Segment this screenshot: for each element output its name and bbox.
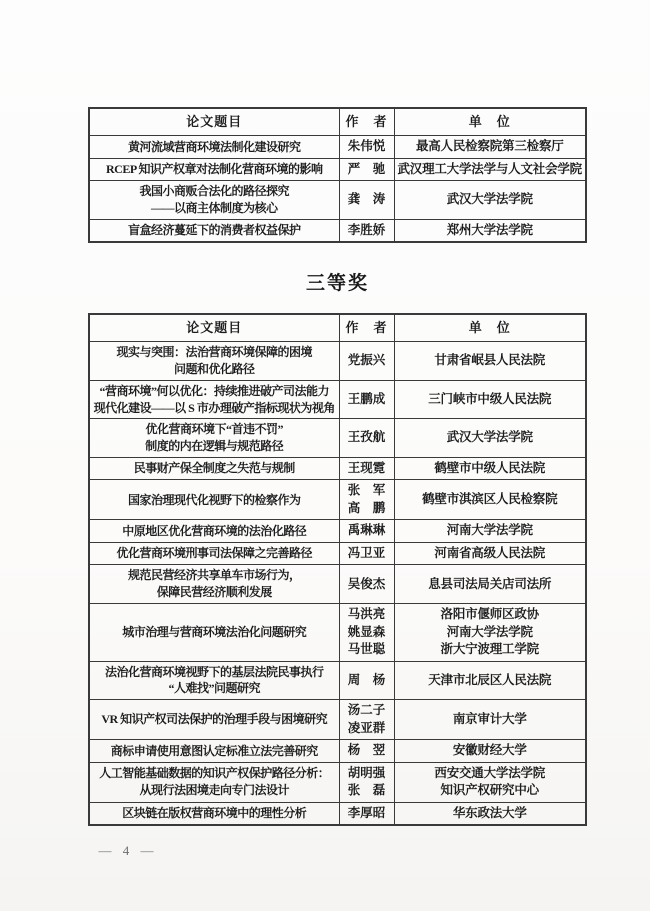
authors-line: 王现霓 <box>347 460 386 475</box>
author-cell <box>339 520 394 543</box>
table-row <box>89 136 586 159</box>
title-line: 我国小商贩合法化的路径探究 <box>139 184 289 199</box>
unit-cell <box>394 520 586 543</box>
unit-line: 武汉理工大学法学与人文社会学院 <box>397 161 582 176</box>
unit-line: 河南大学法学院 <box>446 624 533 639</box>
table-row <box>89 158 586 181</box>
paper-title-cell <box>89 419 339 458</box>
upper-table-body <box>89 136 586 243</box>
authors-line: 张 磊 <box>347 783 386 798</box>
authors-line: 吴俊杰 <box>347 576 386 591</box>
unit-cell <box>394 740 586 763</box>
authors-line: 冯卫亚 <box>347 545 386 560</box>
unit-cell <box>394 136 586 159</box>
title-line: 保障民营经济顺利发展 <box>156 585 272 600</box>
table-row <box>89 542 586 565</box>
title-line: 商标申请使用意图认定标准立法完善研究 <box>110 743 318 758</box>
title-line: 法治化营商环境视野下的基层法院民事执行 <box>104 664 324 679</box>
column-header-paper-title: 论文题目 <box>89 108 339 136</box>
paper-title-cell <box>89 520 339 543</box>
table-row <box>89 342 586 381</box>
unit-line: 洛阳市偃师区政协 <box>440 607 539 622</box>
title-line: 民事财产保全制度之失范与规制 <box>133 461 295 476</box>
paper-title-cell <box>89 136 339 159</box>
unit-line: 三门峡市中级人民法院 <box>428 391 552 406</box>
authors-line: 马世聪 <box>347 642 386 657</box>
table-row <box>89 762 586 802</box>
title-line: 规范民营经济共享单车市场行为， <box>127 568 301 583</box>
unit-line: 天津市北辰区人民法院 <box>428 672 552 687</box>
unit-line: 武汉大学法学院 <box>446 430 533 445</box>
unit-line: 鹤壁市中级人民法院 <box>434 460 546 475</box>
author-cell <box>339 802 394 825</box>
paper-title-cell <box>89 219 339 242</box>
table-row <box>89 740 586 763</box>
title-line: 国家治理现代化视野下的检察作为 <box>127 492 301 507</box>
unit-line: 西安交通大学法学院 <box>434 765 546 780</box>
authors-line: 党振兴 <box>347 353 386 368</box>
title-line: 城市治理与营商环境法治化问题研究 <box>122 624 307 639</box>
column-header-unit: 单 位 <box>394 314 586 342</box>
title-line: RCEP 知识产权章对法制化营商环境的影响 <box>105 162 323 177</box>
authors-line: 周 杨 <box>347 672 386 687</box>
unit-cell <box>394 419 586 458</box>
unit-line: 息县司法局关店司法所 <box>428 576 552 591</box>
unit-line: 华东政法大学 <box>452 805 527 820</box>
paper-title-cell <box>89 480 339 520</box>
table-row <box>89 565 586 604</box>
column-header-paper-title: 论文题目 <box>89 314 339 342</box>
paper-title-cell <box>89 604 339 662</box>
paper-title-cell <box>89 565 339 604</box>
title-line: 优化营商环境下“首违不罚” <box>145 422 283 437</box>
authors-line: 龚 涛 <box>347 192 386 207</box>
title-line: 现实与突围：法治营商环境保障的困境 <box>116 345 312 360</box>
author-cell <box>339 700 394 740</box>
authors-line: 严 驰 <box>347 161 386 176</box>
table-row <box>89 380 586 419</box>
table-row <box>89 457 586 480</box>
author-cell <box>339 542 394 565</box>
authors-line: 胡明强 <box>347 765 386 780</box>
unit-cell <box>394 542 586 565</box>
unit-line: 最高人民检察院第三检察厅 <box>415 139 564 154</box>
unit-cell <box>394 480 586 520</box>
authors-line: 李厚昭 <box>347 805 386 820</box>
third-prize-table-body <box>89 342 586 825</box>
author-cell <box>339 604 394 662</box>
paper-title-cell <box>89 342 339 381</box>
title-line: 优化营商环境刑事司法保障之完善路径 <box>116 546 312 561</box>
unit-line: 浙大宁波理工学院 <box>440 642 539 657</box>
paper-title-cell <box>89 158 339 181</box>
unit-line: 郑州大学法学院 <box>446 222 533 237</box>
column-header-author: 作 者 <box>339 108 394 136</box>
table-header-row <box>89 314 586 342</box>
author-cell <box>339 219 394 242</box>
unit-line: 河南省高级人民法院 <box>434 545 546 560</box>
table-row <box>89 419 586 458</box>
title-line: VR 知识产权司法保护的治理手段与困境研究 <box>101 712 328 727</box>
title-line: “营商环境”何以优化：持续推进破产司法能力 <box>99 383 329 398</box>
authors-line: 朱伟悦 <box>347 139 386 154</box>
table-header-row <box>89 108 586 136</box>
authors-line: 马洪亮 <box>347 607 386 622</box>
paper-title-cell <box>89 740 339 763</box>
unit-cell <box>394 565 586 604</box>
paper-title-cell <box>89 542 339 565</box>
title-line: ——以商主体制度为核心 <box>150 200 278 215</box>
table-row <box>89 661 586 700</box>
unit-cell <box>394 380 586 419</box>
unit-cell <box>394 457 586 480</box>
unit-cell <box>394 181 586 220</box>
unit-cell <box>394 700 586 740</box>
unit-line: 武汉大学法学院 <box>446 192 533 207</box>
unit-cell <box>394 802 586 825</box>
title-line: 从现行法困境走向专门法设计 <box>139 783 289 798</box>
title-line: 盲盒经济蔓延下的消费者权益保护 <box>127 223 301 238</box>
unit-cell <box>394 342 586 381</box>
author-cell <box>339 181 394 220</box>
title-line: 问题和优化路径 <box>173 361 255 376</box>
table-row <box>89 802 586 825</box>
paper-title-cell <box>89 380 339 419</box>
unit-line: 知识产权研究中心 <box>440 783 539 798</box>
table-row <box>89 480 586 520</box>
paper-title-cell <box>89 700 339 740</box>
unit-cell <box>394 158 586 181</box>
section-heading-third-prize: 三等奖 <box>305 273 369 294</box>
table-row <box>89 219 586 242</box>
title-line: 中原地区优化营商环境的法治化路径 <box>122 523 307 538</box>
upper-award-table <box>88 107 587 243</box>
third-prize-table <box>88 313 587 826</box>
unit-cell <box>394 762 586 802</box>
table-row <box>89 181 586 220</box>
unit-cell <box>394 219 586 242</box>
title-line: 黄河流域营商环境法制化建设研究 <box>127 139 301 154</box>
author-cell <box>339 419 394 458</box>
column-header-author: 作 者 <box>339 314 394 342</box>
author-cell <box>339 380 394 419</box>
page-number: — 4 — <box>98 843 158 858</box>
authors-line: 高 鹏 <box>347 500 386 515</box>
authors-line: 张 军 <box>347 483 386 498</box>
title-line: 现代化建设——以 S 市办理破产指标现状为视角 <box>93 400 335 415</box>
authors-line: 杨 翌 <box>347 743 386 758</box>
authors-line: 姚显森 <box>347 624 386 639</box>
unit-line: 安徽财经大学 <box>452 743 527 758</box>
authors-line: 汤二子 <box>347 703 386 718</box>
unit-line: 河南大学法学院 <box>446 523 533 538</box>
title-line: 人工智能基础数据的知识产权保护路径分析： <box>99 766 330 781</box>
column-header-unit: 单 位 <box>394 108 586 136</box>
author-cell <box>339 661 394 700</box>
table-row <box>89 520 586 543</box>
unit-cell <box>394 604 586 662</box>
author-cell <box>339 762 394 802</box>
authors-line: 禹琳琳 <box>347 523 386 538</box>
author-cell <box>339 342 394 381</box>
title-line: “人难找”问题研究 <box>168 681 260 696</box>
authors-line: 王鹏成 <box>347 391 386 406</box>
unit-line: 鹤壁市淇滨区人民检察院 <box>422 492 558 507</box>
paper-title-cell <box>89 802 339 825</box>
unit-line: 甘肃省岷县人民法院 <box>434 353 546 368</box>
authors-line: 王孜航 <box>347 430 386 445</box>
paper-title-cell <box>89 762 339 802</box>
table-row <box>89 604 586 662</box>
author-cell <box>339 740 394 763</box>
title-line: 区块链在版权营商环境中的理性分析 <box>122 806 307 820</box>
author-cell <box>339 136 394 159</box>
unit-line: 南京审计大学 <box>452 711 527 726</box>
author-cell <box>339 480 394 520</box>
author-cell <box>339 158 394 181</box>
paper-title-cell <box>89 457 339 480</box>
paper-title-cell <box>89 181 339 220</box>
table-row <box>89 700 586 740</box>
title-line: 制度的内在逻辑与规范路径 <box>145 439 284 454</box>
author-cell <box>339 457 394 480</box>
unit-cell <box>394 661 586 700</box>
author-cell <box>339 565 394 604</box>
paper-title-cell <box>89 661 339 700</box>
authors-line: 凌亚群 <box>347 720 386 735</box>
authors-line: 李胜娇 <box>347 222 386 237</box>
